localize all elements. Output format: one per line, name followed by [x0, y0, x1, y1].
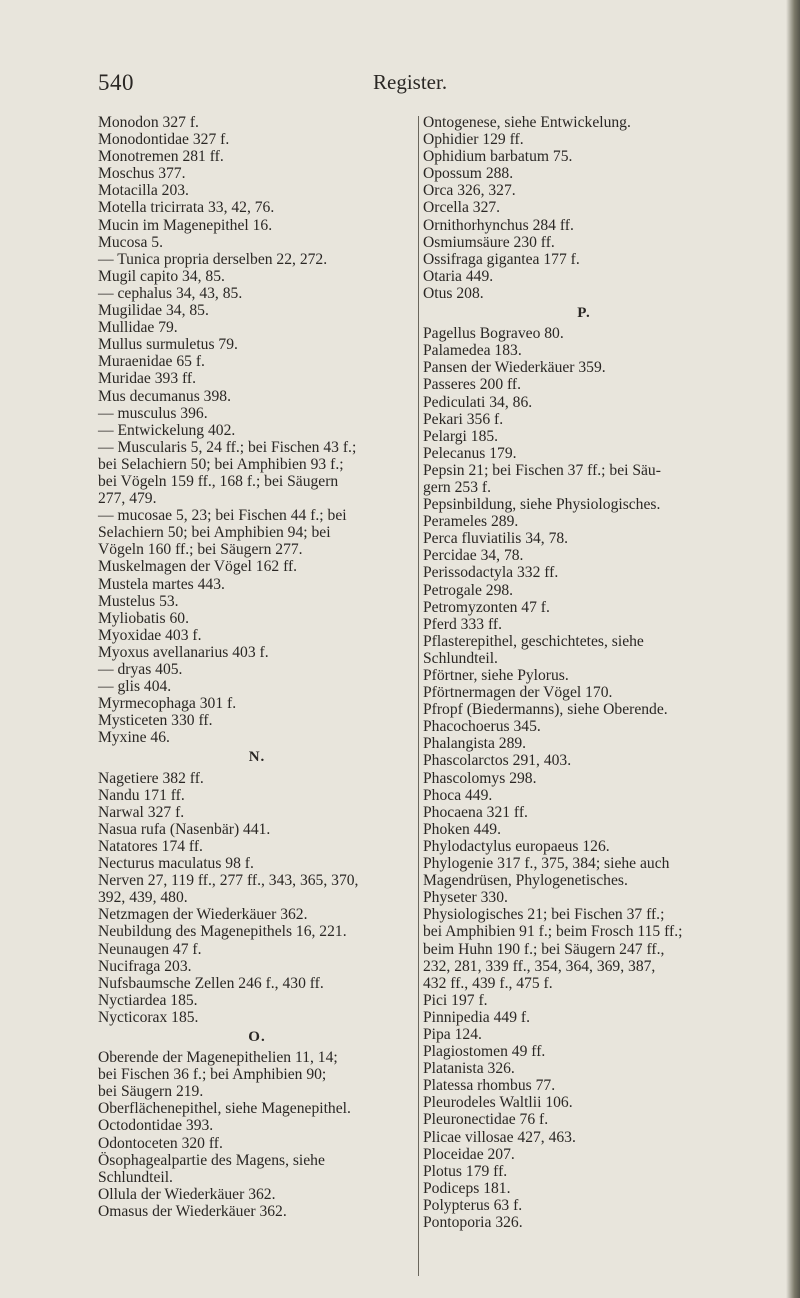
index-entry-text: Myrmecophaga 301 f.: [98, 695, 237, 713]
index-entry-text: Neunaugen 47 f.: [98, 940, 202, 958]
index-entry-text: Pipa 124.: [423, 1025, 482, 1043]
index-entry: [423, 1009, 745, 1026]
index-entry-text: Nufsbaumsche Zellen 246 f., 430 ff.: [98, 974, 324, 992]
index-entry: [423, 148, 745, 165]
index-entry-text: Phalangista 289.: [423, 735, 527, 753]
index-entry-text: Pfropf (Biedermanns), siehe Oberende.: [423, 701, 668, 719]
index-entry: [423, 1214, 745, 1231]
page-edge-shadow: [786, 0, 800, 1298]
index-entry-continuation: 232, 281, 339 ff., 354, 364, 369, 387,: [423, 957, 656, 975]
index-entry-text: Netzmagen der Wiederkäuer 362.: [98, 906, 308, 924]
index-entry-text: Phascolomys 298.: [423, 769, 537, 787]
index-entry: [423, 1163, 745, 1180]
index-entry: [98, 148, 416, 165]
index-entry-text: — cephalus 34, 43, 85.: [98, 284, 243, 302]
index-entry-text: Motacilla 203.: [98, 182, 189, 200]
index-entry-text: Perissodactyla 332 ff.: [423, 564, 559, 582]
index-entry: [423, 564, 745, 581]
index-entry-text: Perameles 289.: [423, 513, 519, 531]
index-entry-text: — musculus 396.: [98, 404, 208, 422]
index-entry-text: Pförtner, siehe Pylorus.: [423, 667, 569, 684]
index-entry: [98, 388, 416, 405]
index-entry-text: Nycticorax 185.: [98, 1008, 199, 1026]
index-entry-continuation: 277, 479.: [98, 490, 157, 508]
index-entry: [423, 325, 745, 342]
index-entry-text: Monodontidae 327 f.: [98, 131, 230, 149]
index-entry-text: Ossifraga gigantea 177 f.: [423, 250, 580, 268]
index-entry: [423, 251, 745, 268]
index-entry-text: Percidae 34, 78.: [423, 547, 524, 565]
page-header: [98, 70, 698, 100]
index-entry-text: Mucosa 5.: [98, 233, 163, 251]
index-entry: [98, 576, 416, 593]
entry-group-o-continued: [423, 114, 745, 302]
index-entry: [423, 752, 745, 769]
index-entry: [98, 558, 416, 575]
index-entry: [98, 941, 416, 958]
index-entry-text: Pansen der Wiederkäuer 359.: [423, 359, 606, 377]
index-entry-text: Mugilidae 34, 85.: [98, 302, 209, 320]
index-entry-text: Phoca 449.: [423, 786, 493, 804]
index-entry: [423, 1197, 745, 1214]
index-entry: [98, 199, 416, 216]
index-entry-text: Phoken 449.: [423, 820, 501, 838]
index-entry-text: Platanista 326.: [423, 1060, 515, 1078]
index-entry: [98, 182, 416, 199]
index-entry: [98, 302, 416, 319]
index-entry: [423, 1129, 745, 1146]
index-entry-text: Pelecanus 179.: [423, 444, 517, 462]
index-entry: [423, 1043, 745, 1060]
index-entry: [423, 131, 745, 148]
index-entry-text: Physiologisches 21; bei Fischen 37 ff.;: [423, 906, 665, 924]
index-entry-text: Physeter 330.: [423, 889, 508, 907]
index-entry-text: Ollula der Wiederkäuer 362.: [98, 1185, 276, 1203]
index-entry: [98, 855, 416, 872]
index-entry: [98, 695, 416, 712]
index-entry-text: Plicae villosae 427, 463.: [423, 1128, 576, 1146]
index-entry-continuation: 432 ff., 439 f., 475 f.: [423, 974, 553, 992]
index-entry: [98, 804, 416, 821]
index-entry: [98, 405, 416, 422]
index-entry: [423, 199, 745, 216]
index-entry: [98, 678, 416, 695]
index-entry-continuation: gern 253 f.: [423, 478, 491, 496]
index-entry: [98, 165, 416, 182]
index-entry: [423, 855, 745, 889]
index-entry: [423, 496, 745, 513]
entry-group-m: [98, 114, 416, 746]
index-entry-continuation: Selachiern 50; bei Amphibien 94; bei: [98, 524, 331, 542]
index-entry-text: Pförtnermagen der Vögel 170.: [423, 684, 613, 702]
index-entry: [423, 804, 745, 821]
index-entry: [98, 422, 416, 439]
index-entry-text: Mullus surmuletus 79.: [98, 336, 238, 354]
index-entry-text: Mysticeten 330 ff.: [98, 712, 213, 730]
index-entry-text: — mucosae 5, 23; bei Fischen 44 f.; bei: [98, 507, 347, 525]
index-entry-continuation: Magendrüsen, Phylogenetisches.: [423, 872, 628, 890]
index-entry-text: Osmiumsäure 230 ff.: [423, 233, 555, 251]
index-entry-text: Ploceidae 207.: [423, 1145, 515, 1163]
index-entry: [98, 821, 416, 838]
index-entry: [423, 1026, 745, 1043]
index-entry-text: — Muscularis 5, 24 ff.; bei Fischen 43 f.;: [98, 438, 357, 456]
index-entry: [423, 342, 745, 359]
index-entry-text: — glis 404.: [98, 678, 172, 696]
index-entry-text: Pleuronectidae 76 f.: [423, 1111, 549, 1129]
index-entry-text: Odontoceten 320 ff.: [98, 1134, 223, 1152]
index-entry-text: Mucin im Magenepithel 16.: [98, 216, 273, 234]
index-column-right: [423, 114, 745, 1231]
index-entry: [98, 838, 416, 855]
index-entry-text: Plagiostomen 49 ff.: [423, 1043, 546, 1061]
index-entry: [98, 114, 416, 131]
index-entry: [98, 1203, 416, 1220]
index-entry-text: Pekari 356 f.: [423, 410, 504, 428]
index-entry: [98, 644, 416, 661]
index-entry: [423, 701, 745, 718]
index-entry: [423, 667, 745, 684]
index-entry-text: Palamedea 183.: [423, 342, 522, 360]
index-entry: [98, 1135, 416, 1152]
index-entry: [423, 718, 745, 735]
index-entry: [98, 370, 416, 387]
index-entry: [423, 114, 745, 131]
index-entry-text: — Tunica propria derselben 22, 272.: [98, 250, 328, 268]
index-entry-text: Ophidier 129 ff.: [423, 131, 524, 149]
index-entry-text: Plotus 179 ff.: [423, 1162, 508, 1180]
index-entry: [423, 992, 745, 1009]
index-entry: [423, 547, 745, 564]
index-entry: [98, 131, 416, 148]
index-entry: [423, 599, 745, 616]
index-entry-text: Ösophagealpartie des Magens, siehe: [98, 1151, 325, 1169]
index-entry-text: Omasus der Wiederkäuer 362.: [98, 1202, 287, 1220]
index-entry-text: Pediculati 34, 86.: [423, 393, 533, 411]
index-entry-continuation: bei Säugern 219.: [98, 1083, 204, 1101]
page-number: 540: [98, 70, 134, 95]
index-entry: [98, 787, 416, 804]
index-entry-continuation: bei Amphibien 91 f.; beim Frosch 115 ff.;: [423, 923, 683, 941]
index-entry-text: Pferd 333 ff.: [423, 615, 502, 633]
index-entry-continuation: Schlundteil.: [98, 1168, 173, 1186]
index-entry-text: Nagetiere 382 ff.: [98, 769, 204, 787]
index-entry-text: Myliobatis 60.: [98, 609, 189, 627]
index-entry: [98, 1100, 416, 1117]
index-entry-text: Oberflächenepithel, siehe Magenepithel.: [98, 1100, 351, 1118]
index-entry-continuation: 392, 439, 480.: [98, 889, 188, 907]
index-entry-text: Muridae 393 ff.: [98, 370, 197, 388]
index-entry-text: — dryas 405.: [98, 661, 183, 678]
index-entry: [423, 462, 745, 496]
index-entry-text: Phacochoerus 345.: [423, 718, 541, 736]
column-divider: [418, 116, 419, 1276]
index-entry: [98, 1186, 416, 1203]
section-letter-o: O.: [248, 1028, 266, 1045]
index-entry-text: Phocaena 321 ff.: [423, 803, 528, 821]
index-entry: [423, 234, 745, 251]
index-entry-text: Monodon 327 f.: [98, 114, 199, 131]
index-entry-text: Pontoporia 326.: [423, 1214, 523, 1231]
index-entry: [98, 319, 416, 336]
index-entry: [98, 1009, 416, 1026]
index-entry: [98, 1152, 416, 1186]
index-entry-text: Octodontidae 393.: [98, 1117, 214, 1135]
index-entry: [423, 735, 745, 752]
index-entry: [98, 336, 416, 353]
index-entry-text: Nerven 27, 119 ff., 277 ff., 343, 365, 370,: [98, 872, 359, 890]
index-entry-text: Natatores 174 ff.: [98, 837, 203, 855]
index-entry-continuation: Vögeln 160 ff.; bei Säugern 277.: [98, 541, 303, 559]
index-entry: [98, 770, 416, 787]
index-column-left: [98, 114, 416, 1220]
index-entry: [423, 582, 745, 599]
index-entry: [423, 1111, 745, 1128]
index-entry: [98, 958, 416, 975]
index-entry: [98, 285, 416, 302]
index-entry-text: Myoxidae 403 f.: [98, 626, 202, 644]
section-letter-n: N.: [248, 749, 266, 766]
index-entry: [423, 684, 745, 701]
index-entry: [423, 428, 745, 445]
index-entry: [423, 445, 745, 462]
index-entry: [423, 1077, 745, 1094]
index-entry-text: Muskelmagen der Vögel 162 ff.: [98, 558, 298, 576]
index-entry: [423, 376, 745, 393]
entry-group-n: [98, 770, 416, 1026]
index-entry: [98, 712, 416, 729]
entry-group-p: [423, 325, 745, 1231]
index-entry-text: Petromyzonten 47 f.: [423, 598, 550, 616]
index-entry-text: Mustelus 53.: [98, 592, 179, 610]
index-entry: [98, 251, 416, 268]
index-entry: [98, 729, 416, 746]
index-entry-text: Ophidium barbatum 75.: [423, 148, 573, 166]
index-entry: [423, 530, 745, 547]
section-letter-p: P.: [577, 305, 591, 322]
index-entry-text: Oberende der Magenepithelien 11, 14;: [98, 1049, 338, 1067]
index-entry: [98, 1049, 416, 1100]
index-entry-text: Pleurodeles Waltlii 106.: [423, 1094, 573, 1112]
index-entry-text: Petrogale 298.: [423, 581, 514, 599]
index-entry-text: Opossum 288.: [423, 165, 514, 183]
index-entry: [98, 1117, 416, 1134]
index-entry: [423, 616, 745, 633]
index-entry: [423, 889, 745, 906]
index-entry-text: Mugil capito 34, 85.: [98, 267, 225, 285]
index-entry: [98, 992, 416, 1009]
index-entry-text: Mus decumanus 398.: [98, 387, 231, 405]
entry-group-o: [98, 1049, 416, 1220]
index-entry-continuation: Schlundteil.: [423, 649, 498, 667]
index-entry-continuation: bei Fischen 36 f.; bei Amphibien 90;: [98, 1066, 327, 1084]
index-entry-text: Moschus 377.: [98, 165, 186, 183]
index-entry: [98, 661, 416, 678]
index-entry: [423, 182, 745, 199]
index-entry: [98, 610, 416, 627]
index-entry: [423, 906, 745, 991]
index-entry-text: Necturus maculatus 98 f.: [98, 855, 254, 873]
index-entry-text: Ornithorhynchus 284 ff.: [423, 216, 574, 234]
index-entry-text: Motella tricirrata 33, 42, 76.: [98, 199, 275, 217]
index-entry-text: Mullidae 79.: [98, 319, 178, 337]
index-entry-text: Polypterus 63 f.: [423, 1196, 523, 1214]
index-entry-text: Myxine 46.: [98, 729, 170, 747]
index-entry-text: Perca fluviatilis 34, 78.: [423, 530, 569, 548]
index-entry-text: Pelargi 185.: [423, 427, 499, 445]
index-entry: [423, 1060, 745, 1077]
index-entry-text: Phylodactylus europaeus 126.: [423, 837, 610, 855]
index-entry: [98, 923, 416, 940]
index-entry-text: Pinnipedia 449 f.: [423, 1008, 530, 1026]
index-entry: [423, 411, 745, 428]
index-entry-text: Pagellus Bograveo 80.: [423, 325, 564, 343]
index-entry: [423, 1180, 745, 1197]
index-entry-text: Podiceps 181.: [423, 1179, 511, 1197]
index-entry-text: Pepsinbildung, siehe Physiologisches.: [423, 496, 661, 514]
index-entry-text: Phascolarctos 291, 403.: [423, 752, 572, 770]
index-entry-text: Otaria 449.: [423, 267, 494, 285]
index-entry: [98, 217, 416, 234]
index-entry: [423, 787, 745, 804]
index-entry-text: Pflasterepithel, geschichtetes, siehe: [423, 632, 644, 650]
index-entry: [423, 770, 745, 787]
index-entry: [423, 359, 745, 376]
index-entry-text: Nasua rufa (Nasenbär) 441.: [98, 820, 271, 838]
index-entry-text: — Entwickelung 402.: [98, 421, 236, 439]
index-entry-text: Passeres 200 ff.: [423, 376, 522, 394]
index-entry-text: Pepsin 21; bei Fischen 37 ff.; bei Säu-: [423, 461, 661, 479]
index-entry-text: Myoxus avellanarius 403 f.: [98, 643, 269, 661]
index-entry-text: Nandu 171 ff.: [98, 786, 185, 804]
index-entry-text: Pici 197 f.: [423, 991, 488, 1009]
index-entry-continuation: beim Huhn 190 f.; bei Säugern 247 ff.,: [423, 940, 665, 958]
index-entry-text: Orcella 327.: [423, 199, 501, 217]
index-entry: [98, 507, 416, 558]
index-entry: [423, 838, 745, 855]
index-entry: [423, 1146, 745, 1163]
index-entry-text: Mustela martes 443.: [98, 575, 225, 593]
index-entry-text: Narwal 327 f.: [98, 803, 185, 821]
index-entry: [423, 217, 745, 234]
index-entry: [423, 1094, 745, 1111]
index-entry: [98, 872, 416, 906]
index-entry: [423, 165, 745, 182]
index-entry: [98, 353, 416, 370]
index-entry: [98, 627, 416, 644]
index-entry-text: Nucifraga 203.: [98, 957, 192, 975]
index-entry-text: Neubildung des Magenepithels 16, 221.: [98, 923, 347, 941]
index-entry: [98, 234, 416, 251]
index-entry: [423, 821, 745, 838]
running-title: Register.: [373, 70, 448, 94]
index-entry: [98, 906, 416, 923]
index-entry-text: Ontogenese, siehe Entwickelung.: [423, 114, 631, 131]
index-entry-continuation: bei Selachiern 50; bei Amphibien 93 f.;: [98, 455, 344, 473]
index-entry: [423, 633, 745, 667]
index-entry: [98, 439, 416, 507]
index-entry-text: Monotremen 281 ff.: [98, 148, 224, 166]
index-entry-text: Phylogenie 317 f., 375, 384; siehe auch: [423, 855, 670, 873]
index-entry-text: Platessa rhombus 77.: [423, 1077, 556, 1095]
index-entry: [98, 268, 416, 285]
index-entry: [423, 268, 745, 285]
index-entry: [423, 513, 745, 530]
index-entry-text: Nyctiardea 185.: [98, 991, 198, 1009]
index-entry: [423, 285, 745, 302]
index-entry-text: Otus 208.: [423, 284, 484, 302]
index-entry-continuation: bei Vögeln 159 ff., 168 f.; bei Säugern: [98, 472, 339, 490]
index-entry: [423, 394, 745, 411]
index-entry-text: Muraenidae 65 f.: [98, 353, 205, 371]
index-entry-text: Orca 326, 327.: [423, 182, 516, 200]
index-entry: [98, 593, 416, 610]
index-entry: [98, 975, 416, 992]
